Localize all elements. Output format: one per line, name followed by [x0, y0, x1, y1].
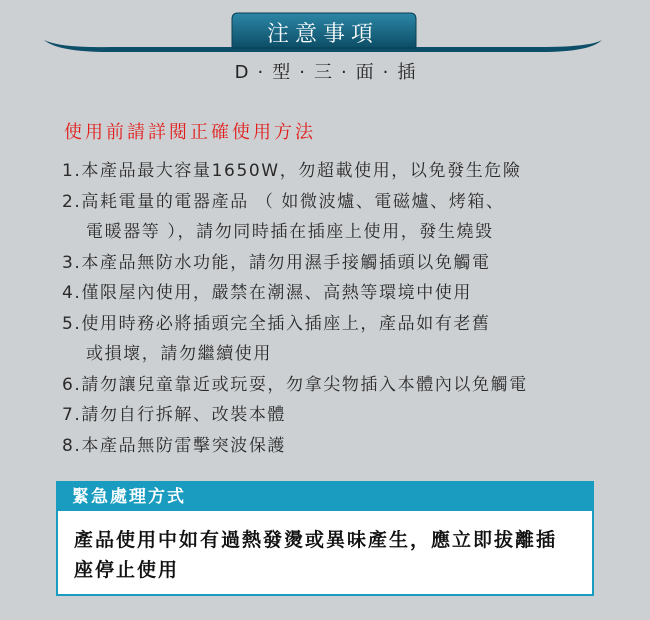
emergency-text: 產品使用中如有過熱發燙或異味產生，應立即拔離插座停止使用 [74, 529, 558, 581]
rule-number: 6. [62, 374, 82, 395]
rule-number: 2. [62, 191, 82, 212]
product-subtitle [0, 58, 650, 84]
rule-text: 本產品無防水功能，請勿用濕手接觸插頭以免觸電 [81, 252, 491, 273]
rule-text: 請勿讓兒童靠近或玩耍，勿拿尖物插入本體內以免觸電 [81, 374, 528, 395]
list-item [62, 431, 632, 462]
rules-list [62, 156, 632, 461]
subtitle-part: 型 [272, 62, 291, 83]
subtitle-separator: · [340, 62, 347, 83]
rule-text: 請勿自行拆解、改裝本體 [81, 405, 287, 425]
rule-text: 本產品最大容量1650W，勿超載使用，以免發生危險 [81, 161, 522, 181]
list-item [62, 156, 632, 187]
page-title: 注意事項 [266, 21, 379, 47]
list-item [62, 309, 632, 370]
emergency-title: 緊急處理方式 [58, 483, 592, 511]
subtitle-part: 三 [313, 62, 332, 83]
rule-number: 3. [62, 252, 82, 273]
rule-text: 高耗電量的電器產品 （ 如微波爐、電磁爐、烤箱、 [81, 191, 505, 212]
list-item [62, 370, 632, 401]
list-item [62, 187, 632, 248]
list-item [62, 400, 632, 431]
list-item [62, 248, 632, 279]
subtitle-part: 面 [355, 62, 374, 83]
rule-text: 使用時務必將插頭完全插入插座上，產品如有老舊 [81, 313, 491, 334]
rule-text: 僅限屋內使用，嚴禁在潮濕、高熱等環境中使用 [81, 283, 473, 303]
list-item [62, 278, 632, 309]
rule-text: 本產品無防雷擊突波保護 [81, 435, 287, 456]
intro-warning: 使用前請詳閱正確使用方法 [64, 122, 316, 143]
rule-number: 1. [62, 161, 82, 181]
emergency-box [56, 481, 594, 596]
subtitle-separator: · [299, 62, 305, 83]
rule-number: 5. [62, 313, 82, 334]
rule-number: 8. [62, 435, 82, 456]
rule-number: 7. [62, 405, 82, 425]
subtitle-separator: · [257, 62, 264, 83]
subtitle-part: D [234, 62, 249, 83]
rule-number: 4. [62, 283, 82, 303]
rule-text-continued: 或損壞，請勿繼續使用 [86, 344, 272, 364]
subtitle-separator: · [382, 62, 389, 83]
subtitle-part: 插 [397, 62, 416, 83]
rule-text-continued: 電暖器等 ），請勿同時插在插座上使用，發生燒毀 [86, 222, 494, 242]
